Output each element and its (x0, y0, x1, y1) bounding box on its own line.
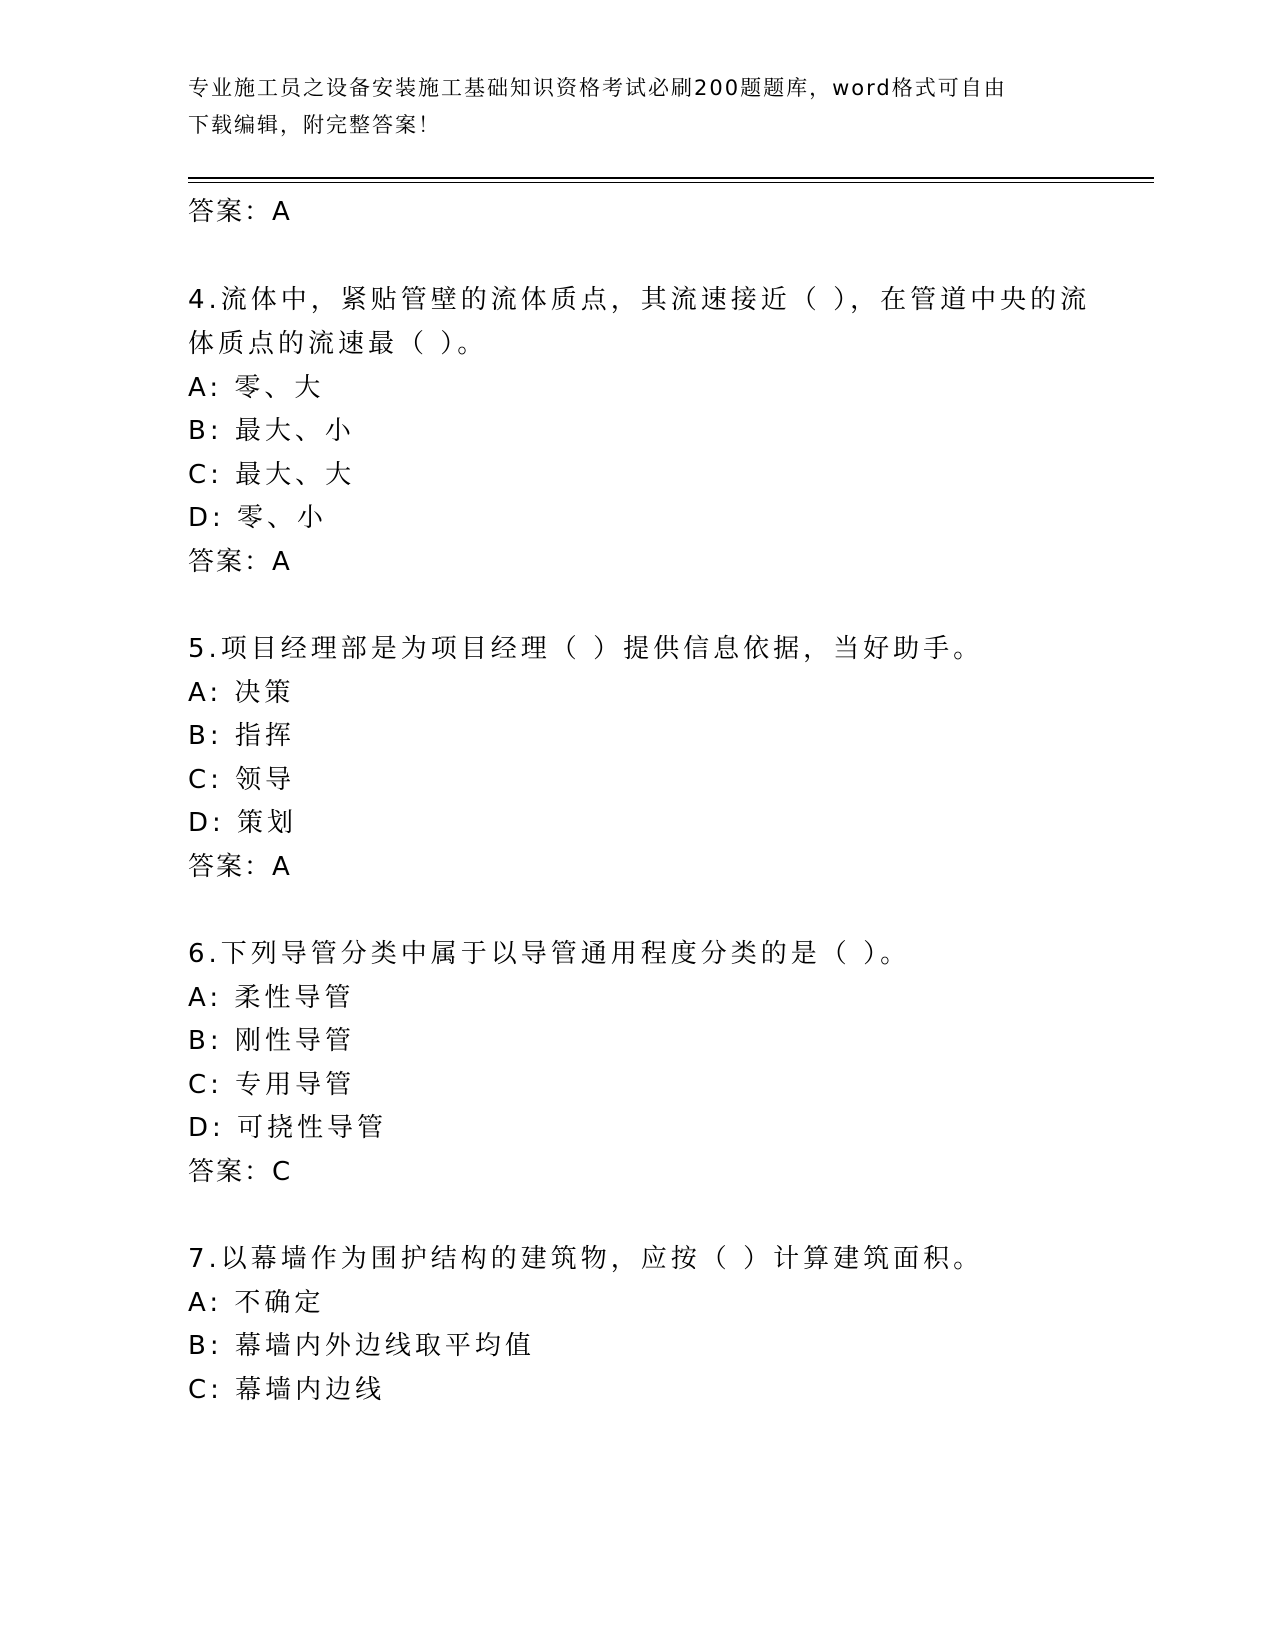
question-4-stem-line-1: 4.流体中，紧贴管壁的流体质点，其流速接近（ ），在管道中央的流 (188, 285, 1091, 315)
question-5-option-b: B: 指挥 (188, 721, 295, 751)
question-4-option-c: C: 最大、大 (188, 460, 356, 490)
question-7-option-b: B: 幕墙内外边线取平均值 (188, 1331, 535, 1361)
question-5-option-a: A: 决策 (188, 678, 295, 708)
question-6-stem: 6.下列导管分类中属于以导管通用程度分类的是（ ）。 (188, 939, 911, 969)
question-5-stem: 5.项目经理部是为项目经理（ ）提供信息依据，当好助手。 (188, 634, 984, 664)
question-4-option-d: D: 零、小 (188, 503, 328, 533)
question-5-option-d: D: 策划 (188, 808, 298, 838)
question-7-option-c: C: 幕墙内边线 (188, 1375, 386, 1405)
question-6-option-b: B: 刚性导管 (188, 1026, 355, 1056)
question-5-answer: 答案：A (188, 852, 292, 882)
question-4-answer: 答案：A (188, 547, 292, 577)
question-4-option-b: B: 最大、小 (188, 416, 355, 446)
header-title-line-1: 专业施工员之设备安装施工基础知识资格考试必刷200题题库，word格式可自由 (188, 76, 1007, 100)
question-4-option-a: A: 零、大 (188, 373, 325, 403)
question-6-option-d: D: 可挠性导管 (188, 1113, 388, 1143)
header-divider (188, 177, 1154, 179)
answer-top: 答案：A (188, 197, 292, 227)
question-6-option-c: C: 专用导管 (188, 1070, 356, 1100)
question-6-option-a: A: 柔性导管 (188, 983, 355, 1013)
question-5-option-c: C: 领导 (188, 765, 296, 795)
question-7-stem: 7.以幕墙作为围护结构的建筑物，应按（ ）计算建筑面积。 (188, 1244, 984, 1274)
question-6-answer: 答案：C (188, 1157, 293, 1187)
header-divider-thin (188, 182, 1154, 183)
document-header (188, 70, 1088, 144)
header-title-line-2: 下载编辑，附完整答案！ (188, 113, 441, 137)
question-7-option-a: A: 不确定 (188, 1288, 325, 1318)
question-4-stem-line-2: 体质点的流速最（ ）。 (188, 329, 488, 359)
